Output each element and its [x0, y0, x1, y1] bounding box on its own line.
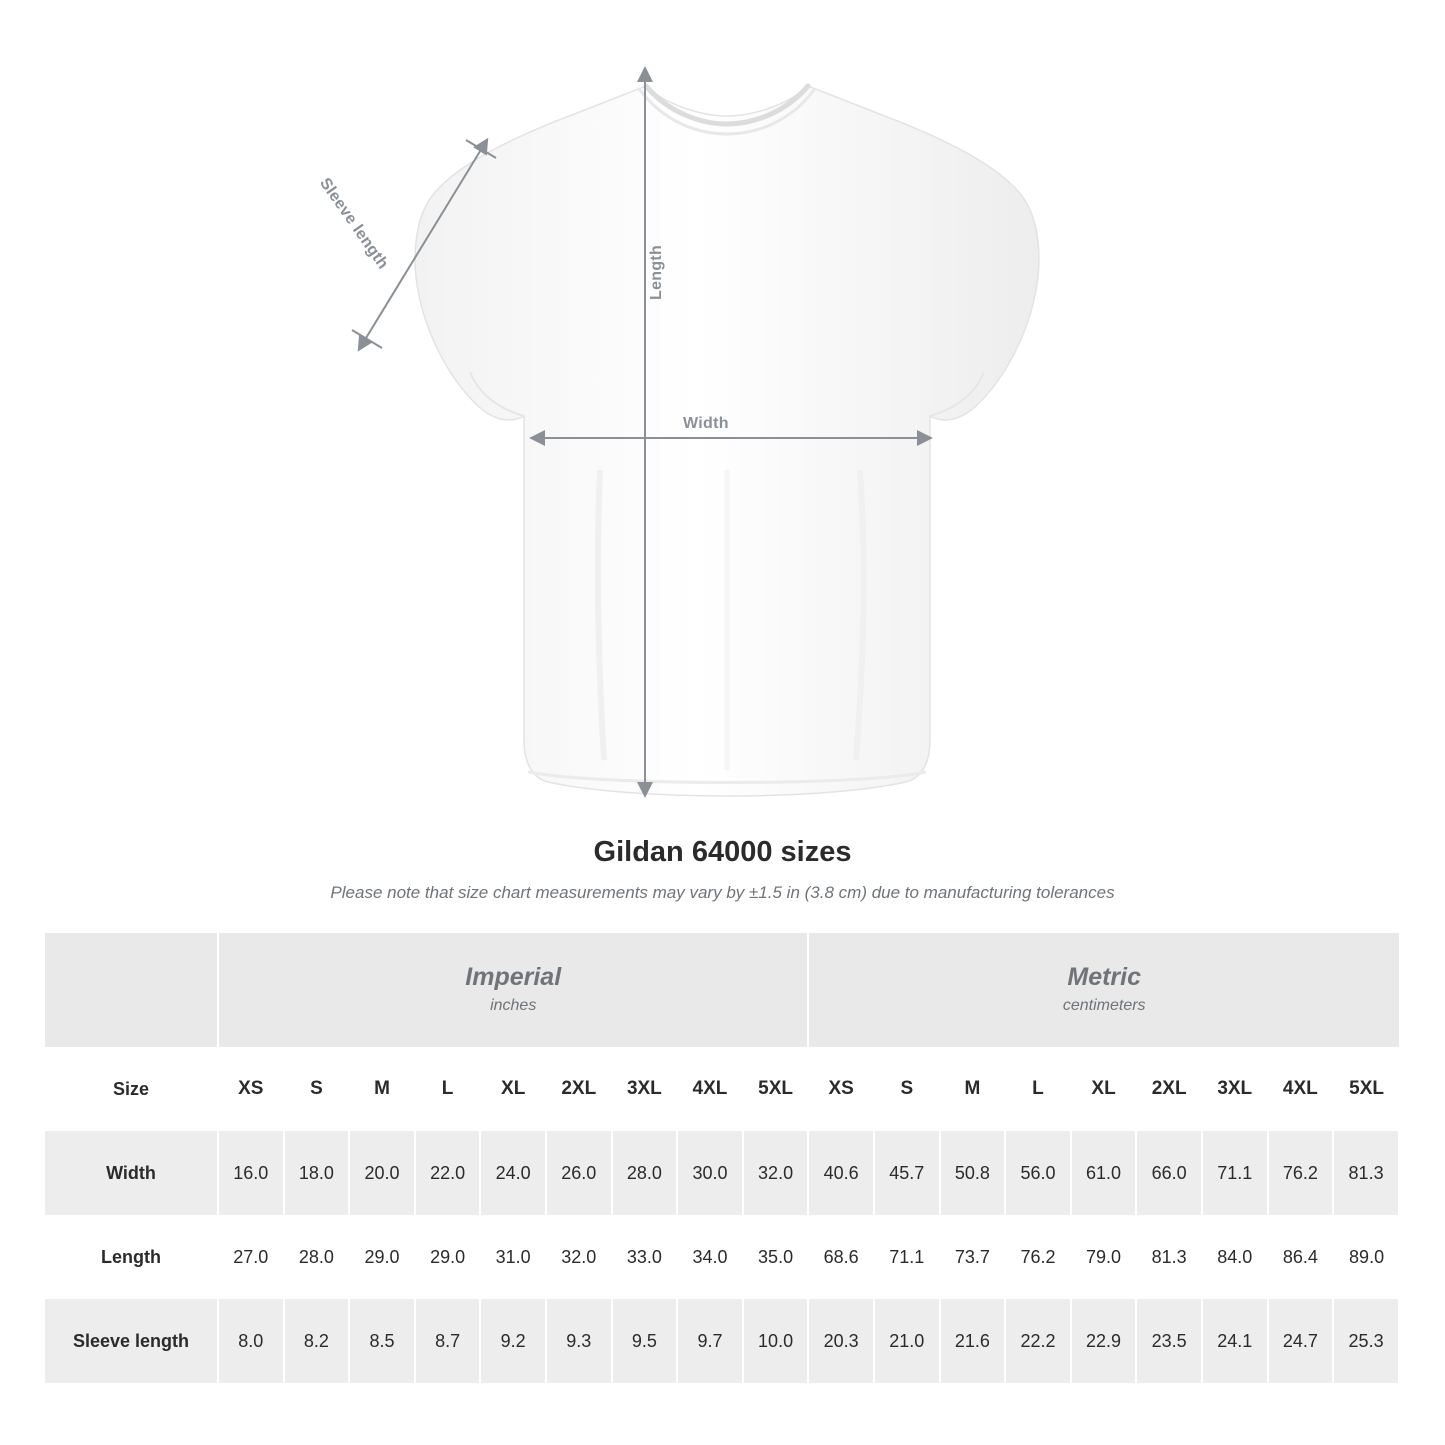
width-imperial-xl: 24.0 [480, 1131, 546, 1215]
width-metric-3xl: 71.1 [1202, 1131, 1268, 1215]
row-label-length: Length [45, 1215, 218, 1299]
width-dimension-label: Width [683, 415, 729, 432]
sleeve-metric-xl: 22.9 [1071, 1299, 1137, 1383]
sleeve-metric-s: 21.0 [874, 1299, 940, 1383]
size-header-metric-l: L [1005, 1047, 1071, 1131]
size-header-metric-5xl: 5XL [1333, 1047, 1399, 1131]
row-label-size: Size [45, 1047, 218, 1131]
sleeve-imperial-xl: 9.2 [480, 1299, 546, 1383]
length-metric-5xl: 89.0 [1333, 1215, 1399, 1299]
width-imperial-4xl: 30.0 [677, 1131, 743, 1215]
imperial-unit-name: Imperial [465, 963, 562, 992]
width-metric-xs: 40.6 [808, 1131, 874, 1215]
size-header-imperial-m: M [349, 1047, 415, 1131]
length-metric-4xl: 86.4 [1268, 1215, 1334, 1299]
length-metric-xl: 79.0 [1071, 1215, 1137, 1299]
size-header-metric-4xl: 4XL [1268, 1047, 1334, 1131]
length-metric-m: 73.7 [940, 1215, 1006, 1299]
sleeve-metric-4xl: 24.7 [1268, 1299, 1334, 1383]
length-imperial-5xl: 35.0 [743, 1215, 809, 1299]
table-row-size [45, 1047, 1399, 1131]
length-imperial-4xl: 34.0 [677, 1215, 743, 1299]
imperial-unit-sub: inches [490, 996, 537, 1014]
sleeve-imperial-2xl: 9.3 [546, 1299, 612, 1383]
length-imperial-m: 29.0 [349, 1215, 415, 1299]
metric-unit-sub: centimeters [1062, 996, 1146, 1014]
sleeve-metric-m: 21.6 [940, 1299, 1006, 1383]
width-metric-s: 45.7 [874, 1131, 940, 1215]
width-imperial-xs: 16.0 [218, 1131, 284, 1215]
width-imperial-l: 22.0 [415, 1131, 481, 1215]
length-imperial-2xl: 32.0 [546, 1215, 612, 1299]
sleeve-metric-l: 22.2 [1005, 1299, 1071, 1383]
metric-unit-header [808, 933, 1399, 1047]
length-imperial-l: 29.0 [415, 1215, 481, 1299]
length-imperial-xs: 27.0 [218, 1215, 284, 1299]
length-imperial-xl: 31.0 [480, 1215, 546, 1299]
width-metric-4xl: 76.2 [1268, 1131, 1334, 1215]
size-header-imperial-xs: XS [218, 1047, 284, 1131]
size-header-metric-2xl: 2XL [1136, 1047, 1202, 1131]
size-header-metric-xl: XL [1071, 1047, 1137, 1131]
length-imperial-s: 28.0 [284, 1215, 350, 1299]
width-metric-2xl: 66.0 [1136, 1131, 1202, 1215]
row-label-sleeve-length: Sleeve length [45, 1299, 218, 1383]
sleeve-imperial-3xl: 9.5 [612, 1299, 678, 1383]
size-header-metric-m: M [940, 1047, 1006, 1131]
sleeve-imperial-m: 8.5 [349, 1299, 415, 1383]
width-imperial-m: 20.0 [349, 1131, 415, 1215]
length-dimension-label: Length [648, 244, 665, 300]
width-metric-l: 56.0 [1005, 1131, 1071, 1215]
sleeve-metric-3xl: 24.1 [1202, 1299, 1268, 1383]
width-metric-5xl: 81.3 [1333, 1131, 1399, 1215]
size-chart-table [45, 933, 1400, 1383]
size-header-metric-3xl: 3XL [1202, 1047, 1268, 1131]
sleeve-metric-xs: 20.3 [808, 1299, 874, 1383]
size-header-metric-s: S [874, 1047, 940, 1131]
size-header-imperial-xl: XL [480, 1047, 546, 1131]
sleeve-metric-2xl: 23.5 [1136, 1299, 1202, 1383]
size-header-imperial-2xl: 2XL [546, 1047, 612, 1131]
size-header-imperial-l: L [415, 1047, 481, 1131]
length-metric-l: 76.2 [1005, 1215, 1071, 1299]
length-metric-3xl: 84.0 [1202, 1215, 1268, 1299]
table-row-sleeve-length [45, 1299, 1399, 1383]
width-imperial-5xl: 32.0 [743, 1131, 809, 1215]
title-block [0, 836, 1445, 903]
sleeve-imperial-5xl: 10.0 [743, 1299, 809, 1383]
size-header-imperial-s: S [284, 1047, 350, 1131]
width-imperial-3xl: 28.0 [612, 1131, 678, 1215]
length-metric-xs: 68.6 [808, 1215, 874, 1299]
size-header-metric-xs: XS [808, 1047, 874, 1131]
length-metric-s: 71.1 [874, 1215, 940, 1299]
metric-unit-name: Metric [1067, 963, 1142, 992]
sleeve-imperial-xs: 8.0 [218, 1299, 284, 1383]
width-imperial-s: 18.0 [284, 1131, 350, 1215]
sleeve-imperial-l: 8.7 [415, 1299, 481, 1383]
size-header-imperial-5xl: 5XL [743, 1047, 809, 1131]
length-imperial-3xl: 33.0 [612, 1215, 678, 1299]
width-metric-xl: 61.0 [1071, 1131, 1137, 1215]
size-chart-table-wrap [0, 933, 1445, 1383]
length-metric-2xl: 81.3 [1136, 1215, 1202, 1299]
tolerance-note: Please note that size chart measurements may vary by ±1.5 in (3.8 cm) due to manufacturing tolerances [330, 883, 1115, 902]
width-imperial-2xl: 26.0 [546, 1131, 612, 1215]
page-title: Gildan 64000 sizes [593, 836, 852, 868]
sleeve-imperial-s: 8.2 [284, 1299, 350, 1383]
table-row-length [45, 1215, 1399, 1299]
width-metric-m: 50.8 [940, 1131, 1006, 1215]
sleeve-length-dimension-label: Sleeve length [316, 175, 392, 273]
row-label-width: Width [45, 1131, 218, 1215]
unit-header-row [45, 933, 1399, 1047]
imperial-unit-header [218, 933, 808, 1047]
table-row-width [45, 1131, 1399, 1215]
size-header-imperial-3xl: 3XL [612, 1047, 678, 1131]
sleeve-imperial-4xl: 9.7 [677, 1299, 743, 1383]
unit-header-spacer [45, 933, 218, 1047]
sleeve-metric-5xl: 25.3 [1333, 1299, 1399, 1383]
size-header-imperial-4xl: 4XL [677, 1047, 743, 1131]
